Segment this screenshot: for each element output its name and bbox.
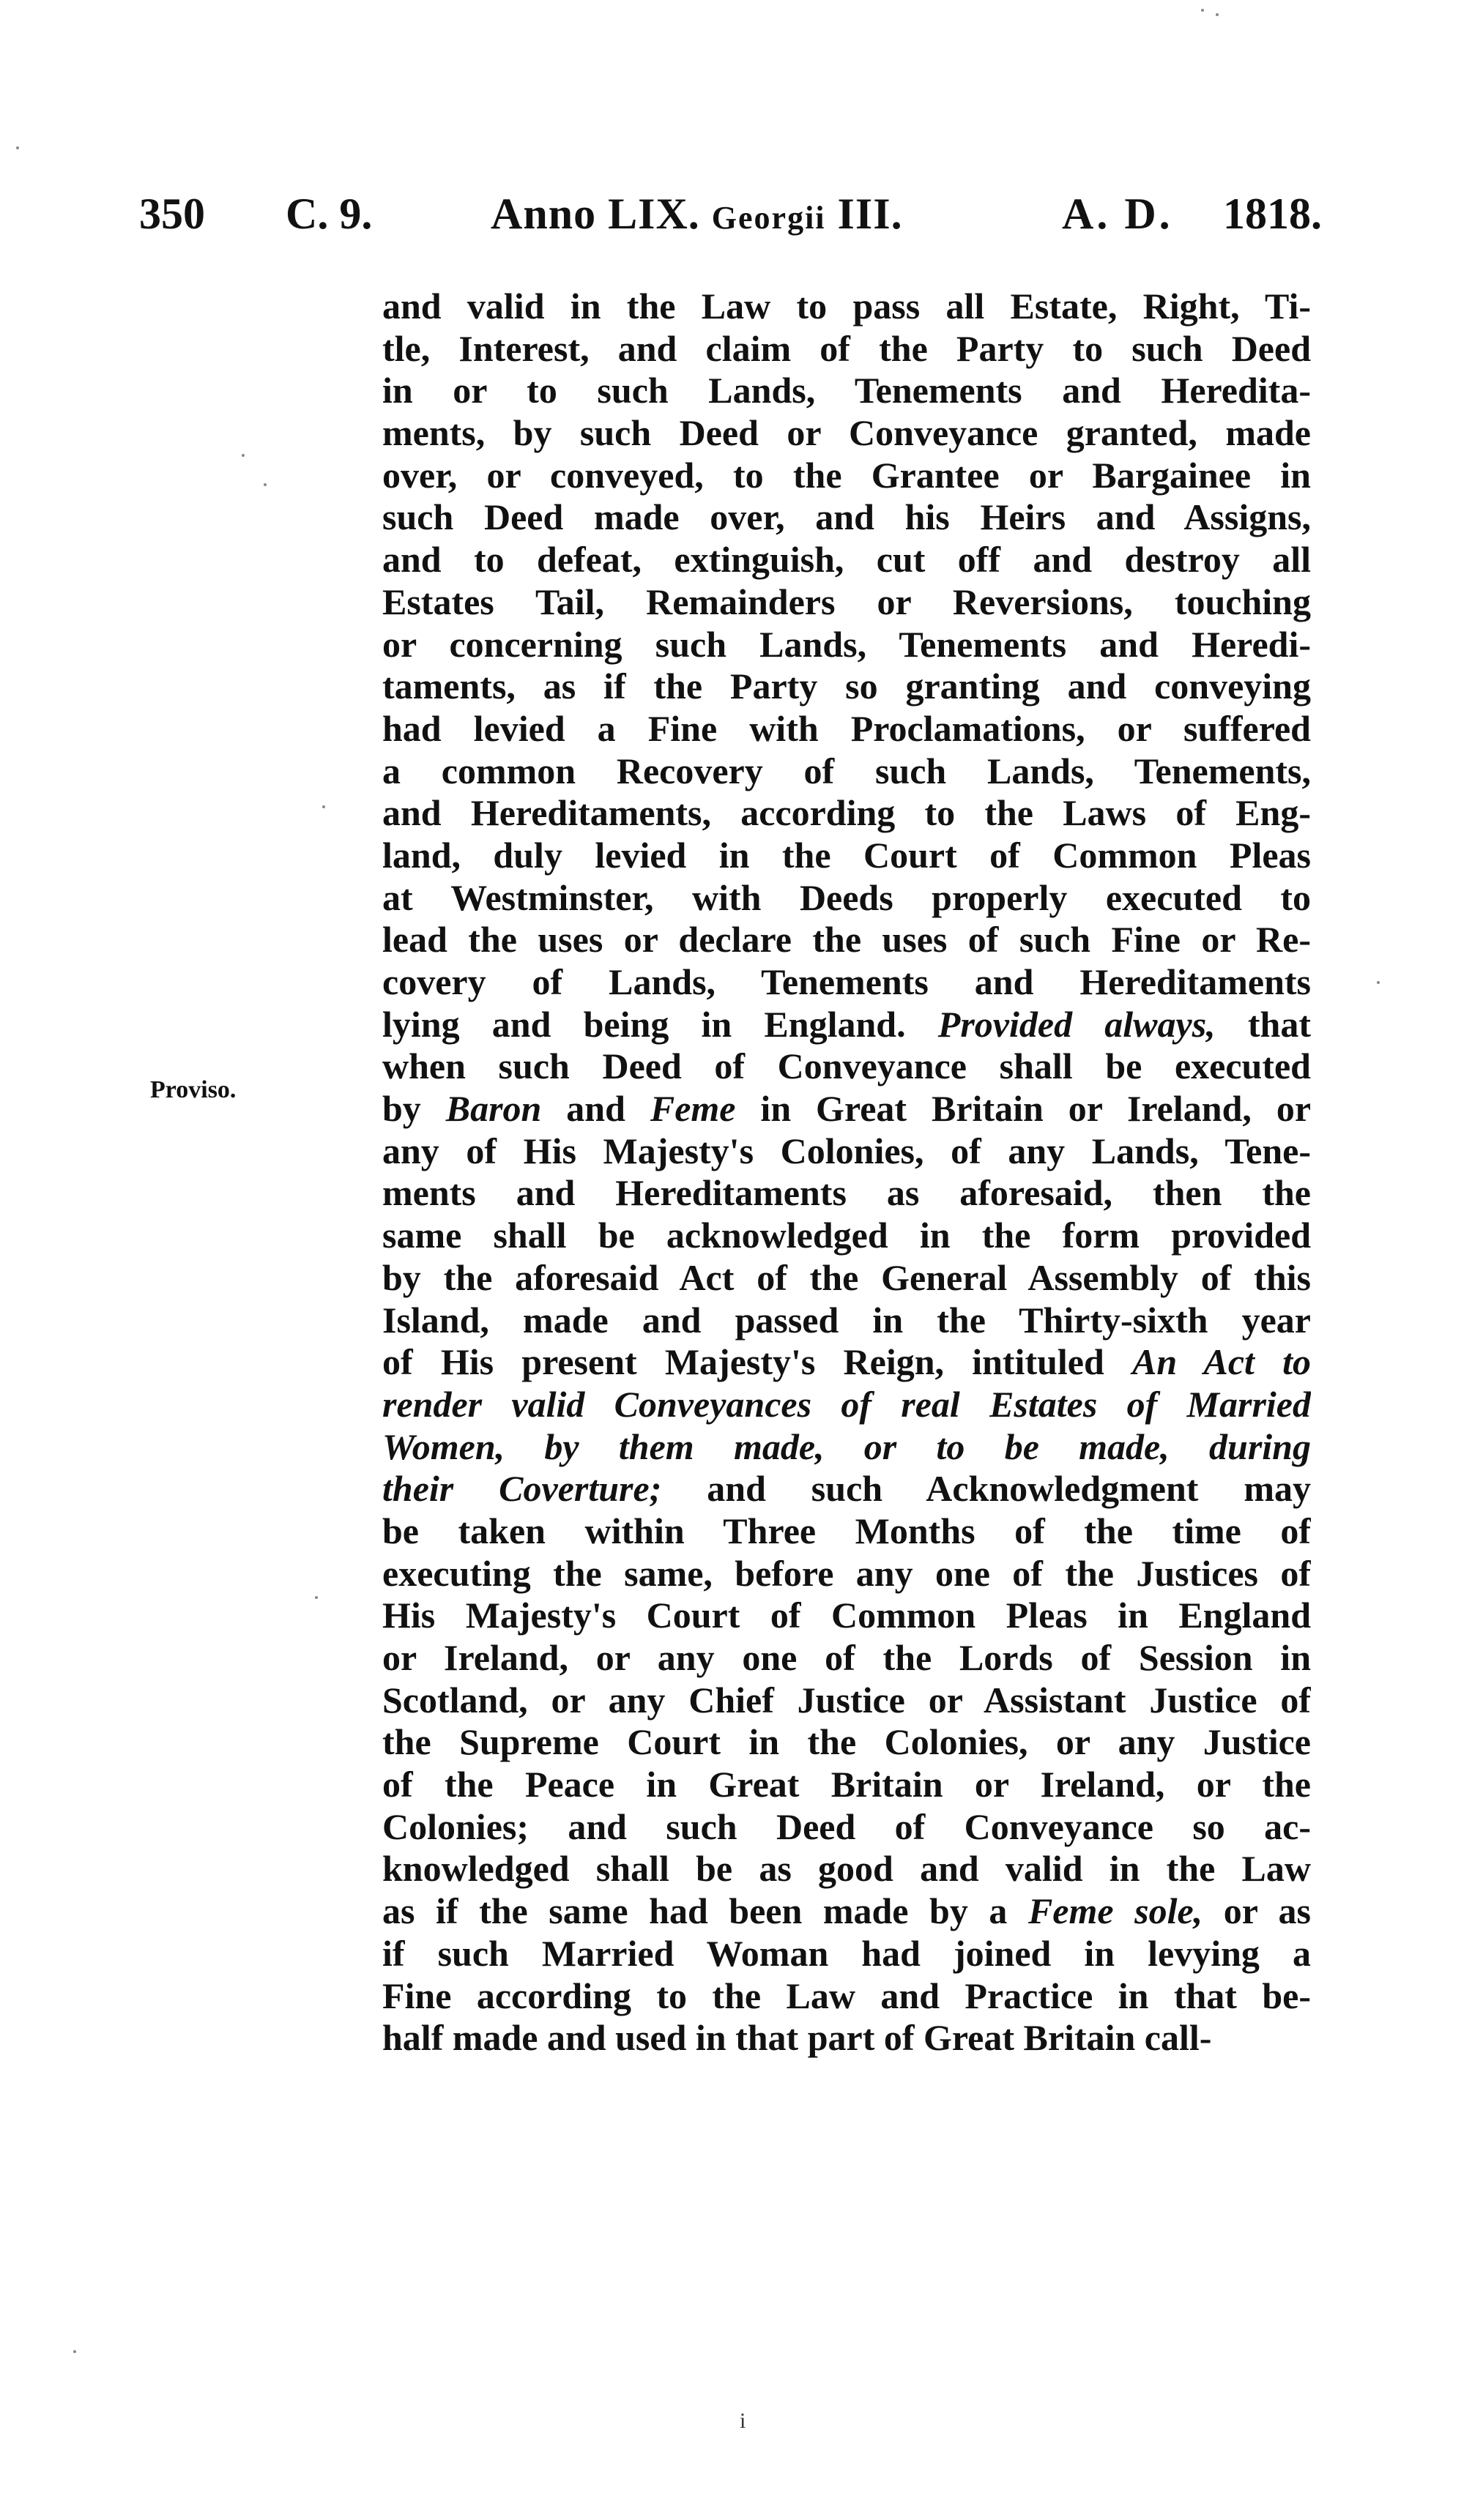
text-span: and such Acknowledgment may: [661, 1468, 1311, 1510]
text-span: that: [1215, 1003, 1311, 1045]
paper-speck: [264, 483, 267, 486]
text-span: if such Married Woman had joined in levying a: [382, 1932, 1311, 1974]
text-line: [382, 1384, 1311, 1426]
italic-span: Women, by them made, or to be made, during: [382, 1425, 1311, 1467]
text-line: [382, 792, 1311, 835]
body-text: [382, 286, 1311, 2059]
text-line: [382, 539, 1311, 581]
paper-speck: [1201, 9, 1204, 12]
text-line: [382, 1637, 1311, 1680]
text-span: a common Recovery of such Lands, Tenements,: [382, 750, 1311, 791]
text-span: and valid in the Law to pass all Estate, Right, Ti-: [382, 286, 1311, 327]
title-regnal: III.: [837, 190, 903, 238]
year: 1818.: [1223, 190, 1322, 238]
paper-speck: [315, 1596, 318, 1599]
text-span: and Hereditaments, according to the Laws of Eng-: [382, 792, 1311, 834]
text-line: [382, 286, 1311, 328]
paper-speck: [16, 146, 19, 149]
text-line: [382, 1468, 1311, 1510]
text-span: as if the same had been made by a: [382, 1890, 1028, 1932]
text-span: at Westminster, with Deeds properly executed to: [382, 876, 1311, 918]
text-span: tle, Interest, and claim of the Party to such Deed: [382, 327, 1311, 369]
text-span: by the aforesaid Act of the General Assembly of this: [382, 1256, 1311, 1298]
text-line: [382, 1764, 1311, 1806]
text-span: ments and Hereditaments as aforesaid, then the: [382, 1172, 1311, 1214]
text-line: [382, 1172, 1311, 1215]
text-span: in or to such Lands, Tenements and Heredita-: [382, 370, 1311, 411]
text-line: [382, 919, 1311, 961]
chapter-number: C. 9.: [286, 190, 373, 238]
text-span: Estates Tail, Remainders or Reversions, touching: [382, 581, 1311, 622]
text-line: [382, 328, 1311, 370]
text-line: [382, 1130, 1311, 1173]
text-line: [382, 961, 1311, 1004]
italic-span: Baron: [445, 1088, 542, 1130]
anno-domini: A. D.: [1062, 190, 1173, 238]
text-line: [382, 1890, 1311, 1933]
text-line: [382, 581, 1311, 624]
text-span: of the Peace in Great Britain or Ireland, or the: [382, 1764, 1311, 1805]
text-span: any of His Majesty's Colonies, of any Lands, Tene-: [382, 1130, 1311, 1171]
text-line: [382, 412, 1311, 455]
text-span: Colonies; and such Deed of Conveyance so ac-: [382, 1805, 1311, 1847]
text-span: such Deed made over, and his Heirs and Assigns,: [382, 496, 1311, 538]
text-span: or Ireland, or any one of the Lords of Session in: [382, 1637, 1311, 1678]
italic-span: Feme sole,: [1027, 1890, 1203, 1932]
paper-speck: [322, 805, 325, 808]
text-line: [382, 1088, 1311, 1130]
text-span: over, or conveyed, to the Grantee or Bargainee in: [382, 454, 1311, 496]
paper-speck: [1216, 13, 1219, 16]
page-number: 350: [139, 190, 205, 238]
text-span: lead the uses or declare the uses of such Fine or Re-: [382, 919, 1311, 961]
text-span: by: [382, 1088, 446, 1130]
text-line: [382, 1721, 1311, 1764]
text-line: [382, 1257, 1311, 1300]
text-line: [382, 877, 1311, 920]
text-span: or concerning such Lands, Tenements and Heredi-: [382, 623, 1311, 665]
text-line: [382, 1595, 1311, 1637]
text-span: ments, by such Deed or Conveyance granted, made: [382, 412, 1311, 454]
text-line: [382, 1004, 1311, 1046]
text-span: be taken within Three Months of the time of: [382, 1510, 1311, 1551]
text-span: executing the same, before any one of the Justices of: [382, 1552, 1311, 1594]
text-span: and to defeat, extinguish, cut off and destroy all: [382, 539, 1311, 581]
text-span: of His present Majesty's Reign, intituled: [382, 1341, 1132, 1383]
text-line: [382, 1806, 1311, 1849]
text-line: [382, 1510, 1311, 1553]
text-span: and: [541, 1088, 650, 1130]
text-span: when such Deed of Conveyance shall be executed: [382, 1045, 1311, 1087]
text-span: His Majesty's Court of Common Pleas in England: [382, 1595, 1311, 1636]
signature-mark: i: [740, 2409, 746, 2433]
text-span: Scotland, or any Chief Justice or Assistant Justice of: [382, 1679, 1311, 1721]
text-span: half made and used in that part of Great Britain call-: [382, 2017, 1212, 2059]
paper-speck: [73, 2350, 76, 2353]
text-span: or as: [1203, 1890, 1311, 1932]
text-span: lying and being in England.: [382, 1003, 938, 1045]
italic-span: render valid Conveyances of real Estates of Married: [382, 1383, 1311, 1425]
text-line: [382, 1933, 1311, 1975]
text-line: [382, 370, 1311, 412]
text-line: [382, 1300, 1311, 1342]
italic-span: Feme: [650, 1088, 736, 1130]
title-anno: Anno LIX.: [491, 190, 700, 238]
text-line: [382, 835, 1311, 877]
text-span: Fine according to the Law and Practice in that be-: [382, 1975, 1311, 2016]
regnal-title: [491, 189, 903, 239]
text-line: [382, 750, 1311, 793]
text-span: in Great Britain or Ireland, or: [735, 1088, 1311, 1130]
text-line: [382, 1426, 1311, 1469]
paper-speck: [1377, 981, 1380, 984]
text-line: [382, 1215, 1311, 1257]
text-span: had levied a Fine with Proclamations, or suffered: [382, 707, 1311, 749]
italic-span: Provided always,: [937, 1003, 1216, 1045]
text-span: the Supreme Court in the Colonies, or any Justice: [382, 1721, 1311, 1763]
text-span: taments, as if the Party so granting and conveying: [382, 666, 1311, 707]
text-span: covery of Lands, Tenements and Hereditaments: [382, 961, 1311, 1002]
text-line: [382, 666, 1311, 708]
text-span: Island, made and passed in the Thirty-sixth year: [382, 1299, 1311, 1341]
marginal-note-proviso: Proviso.: [150, 1076, 237, 1103]
italic-span: their Coverture;: [382, 1468, 662, 1510]
text-line: [382, 1848, 1311, 1890]
text-line: [382, 1341, 1311, 1384]
text-line: [382, 708, 1311, 750]
text-span: same shall be acknowledged in the form provided: [382, 1215, 1311, 1256]
paper-speck: [242, 454, 245, 457]
text-line: [382, 1045, 1311, 1088]
text-line: [382, 1975, 1311, 2018]
text-line: [382, 455, 1311, 497]
title-georgii: Georgii: [711, 200, 826, 236]
italic-span: An Act to: [1132, 1341, 1311, 1383]
text-line: [382, 1680, 1311, 1722]
running-header: [139, 189, 1355, 247]
text-line: [382, 2017, 1311, 2059]
text-line: [382, 624, 1311, 666]
text-line: [382, 496, 1311, 539]
text-span: land, duly levied in the Court of Common Pleas: [382, 834, 1311, 876]
text-line: [382, 1553, 1311, 1595]
text-span: knowledged shall be as good and valid in the Law: [382, 1848, 1311, 1890]
